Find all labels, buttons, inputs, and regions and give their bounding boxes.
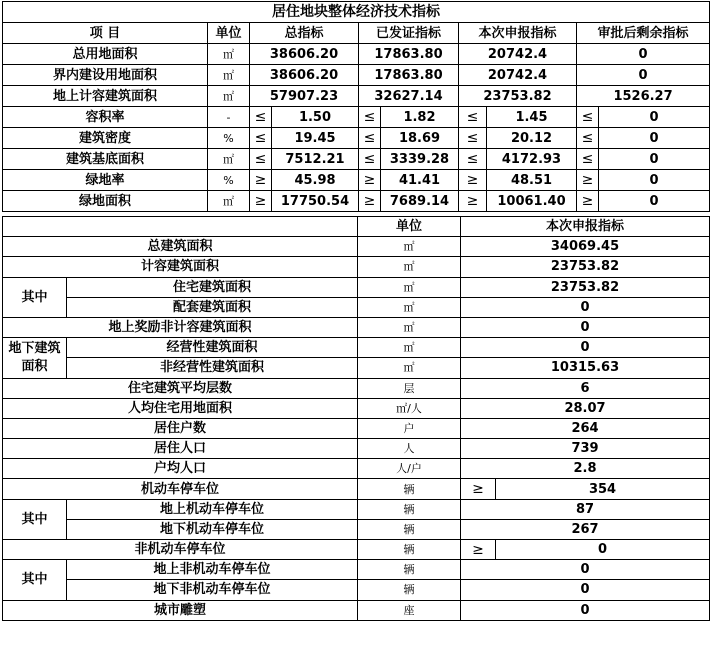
detail-header-unit: 单位	[358, 217, 461, 237]
current-comparator: ≥	[459, 170, 487, 191]
row-label: 居住人口	[3, 439, 358, 459]
issued-value: 7689.14	[381, 191, 459, 212]
row-unit: ㎡	[208, 65, 250, 86]
current-value: 4172.93	[487, 149, 577, 170]
row-value: 34069.45	[461, 237, 710, 257]
row-label: 住宅建筑平均层数	[3, 378, 358, 398]
current-comparator: ≤	[459, 107, 487, 128]
issued-comparator: ≤	[359, 128, 381, 149]
row-value: 0	[461, 317, 710, 337]
total-comparator: ≤	[250, 128, 272, 149]
row-value: 0	[461, 580, 710, 600]
row-label: 配套建筑面积	[67, 297, 358, 317]
detail-row	[3, 479, 710, 499]
remaining-comparator: ≤	[577, 149, 599, 170]
remaining-comparator: ≤	[577, 107, 599, 128]
current-value: 10061.40	[487, 191, 577, 212]
issued-comparator: ≤	[359, 107, 381, 128]
row-unit: ㎡	[358, 237, 461, 257]
row-unit: ㎡	[358, 317, 461, 337]
summary-row	[3, 107, 710, 128]
row-label: 地上奖励非计容建筑面积	[3, 317, 358, 337]
title-row	[3, 2, 710, 23]
group-label: 其中	[3, 277, 67, 317]
detail-header-blank	[3, 217, 358, 237]
issued-comparator: ≥	[359, 191, 381, 212]
row-unit: ㎡/人	[358, 398, 461, 418]
detail-row	[3, 297, 710, 317]
current-value: 23753.82	[459, 86, 577, 107]
current-value: 1.45	[487, 107, 577, 128]
row-value: 0	[461, 560, 710, 580]
current-comparator: ≤	[459, 128, 487, 149]
header-current: 本次申报指标	[459, 23, 577, 44]
detail-row	[3, 560, 710, 580]
row-label: 地下机动车停车位	[67, 519, 358, 539]
row-value: 739	[461, 439, 710, 459]
row-comparator: ≥	[461, 540, 496, 560]
total-comparator: ≤	[250, 149, 272, 170]
detail-row	[3, 499, 710, 519]
group-label: 地下建筑面积	[3, 338, 67, 378]
row-unit: 层	[358, 378, 461, 398]
row-unit: 辆	[358, 479, 461, 499]
row-label: 绿地面积	[3, 191, 208, 212]
row-unit: 座	[358, 600, 461, 620]
header-row	[3, 23, 710, 44]
row-value: 354	[496, 479, 710, 499]
issued-value: 17863.80	[359, 65, 459, 86]
row-value: 0	[461, 297, 710, 317]
issued-value: 32627.14	[359, 86, 459, 107]
remaining-comparator: ≥	[577, 170, 599, 191]
total-value: 45.98	[272, 170, 359, 191]
header-unit: 单位	[208, 23, 250, 44]
issued-value: 1.82	[381, 107, 459, 128]
row-value: 28.07	[461, 398, 710, 418]
total-value: 17750.54	[272, 191, 359, 212]
total-comparator: ≥	[250, 191, 272, 212]
row-value: 6	[461, 378, 710, 398]
current-value: 20742.4	[459, 65, 577, 86]
row-label: 城市雕塑	[3, 600, 358, 620]
row-label: 容积率	[3, 107, 208, 128]
summary-row	[3, 149, 710, 170]
table-title: 居住地块整体经济技术指标	[3, 2, 710, 23]
issued-value: 17863.80	[359, 44, 459, 65]
issued-value: 41.41	[381, 170, 459, 191]
row-unit: ㎡	[358, 358, 461, 378]
remaining-comparator: ≥	[577, 191, 599, 212]
row-unit: 人	[358, 439, 461, 459]
row-value: 10315.63	[461, 358, 710, 378]
remaining-value: 0	[599, 128, 710, 149]
summary-row	[3, 86, 710, 107]
total-value: 38606.20	[250, 65, 359, 86]
issued-value: 3339.28	[381, 149, 459, 170]
row-label: 界内建设用地面积	[3, 65, 208, 86]
row-label: 非机动车停车位	[3, 540, 358, 560]
current-value: 48.51	[487, 170, 577, 191]
row-value: 23753.82	[461, 277, 710, 297]
total-value: 57907.23	[250, 86, 359, 107]
remaining-value: 0	[599, 191, 710, 212]
summary-row	[3, 65, 710, 86]
detail-table	[2, 216, 710, 621]
row-label: 建筑基底面积	[3, 149, 208, 170]
detail-row	[3, 237, 710, 257]
row-label: 地上非机动车停车位	[67, 560, 358, 580]
row-unit: ㎡	[208, 149, 250, 170]
row-unit: ㎡	[208, 44, 250, 65]
detail-row	[3, 317, 710, 337]
row-value: 0	[461, 600, 710, 620]
row-unit: %	[208, 170, 250, 191]
row-unit: ㎡	[208, 86, 250, 107]
current-value: 20.12	[487, 128, 577, 149]
row-value: 267	[461, 519, 710, 539]
detail-row	[3, 439, 710, 459]
current-value: 20742.4	[459, 44, 577, 65]
detail-row	[3, 338, 710, 358]
row-unit: -	[208, 107, 250, 128]
row-value: 0	[461, 338, 710, 358]
detail-row	[3, 257, 710, 277]
total-value: 1.50	[272, 107, 359, 128]
detail-row	[3, 519, 710, 539]
remaining-value: 0	[599, 149, 710, 170]
current-comparator: ≥	[459, 191, 487, 212]
summary-table	[2, 1, 710, 212]
remaining-value: 0	[577, 65, 710, 86]
remaining-value: 0	[599, 170, 710, 191]
group-label: 其中	[3, 499, 67, 539]
header-issued: 已发证指标	[359, 23, 459, 44]
row-unit: 人/户	[358, 459, 461, 479]
detail-row	[3, 540, 710, 560]
row-unit: ㎡	[208, 191, 250, 212]
row-label: 总建筑面积	[3, 237, 358, 257]
header-item: 项 目	[3, 23, 208, 44]
summary-row	[3, 44, 710, 65]
issued-comparator: ≤	[359, 149, 381, 170]
row-unit: ㎡	[358, 257, 461, 277]
header-remaining: 审批后剩余指标	[577, 23, 710, 44]
remaining-value: 0	[577, 44, 710, 65]
remaining-value: 1526.27	[577, 86, 710, 107]
row-unit: 辆	[358, 499, 461, 519]
row-label: 经营性建筑面积	[67, 338, 358, 358]
row-label: 地下非机动车停车位	[67, 580, 358, 600]
row-label: 机动车停车位	[3, 479, 358, 499]
issued-comparator: ≥	[359, 170, 381, 191]
detail-row	[3, 580, 710, 600]
row-label: 户均人口	[3, 459, 358, 479]
remaining-comparator: ≤	[577, 128, 599, 149]
row-unit: 辆	[358, 519, 461, 539]
header-total: 总指标	[250, 23, 359, 44]
row-label: 非经营性建筑面积	[67, 358, 358, 378]
row-value: 23753.82	[461, 257, 710, 277]
summary-row	[3, 170, 710, 191]
row-comparator: ≥	[461, 479, 496, 499]
total-value: 38606.20	[250, 44, 359, 65]
summary-row	[3, 128, 710, 149]
row-unit: 辆	[358, 560, 461, 580]
detail-row	[3, 418, 710, 438]
row-label: 居住户数	[3, 418, 358, 438]
row-label: 住宅建筑面积	[67, 277, 358, 297]
detail-header-row	[3, 217, 710, 237]
total-comparator: ≤	[250, 107, 272, 128]
detail-row	[3, 378, 710, 398]
row-unit: ㎡	[358, 338, 461, 358]
row-label: 总用地面积	[3, 44, 208, 65]
row-value: 2.8	[461, 459, 710, 479]
row-unit: %	[208, 128, 250, 149]
issued-value: 18.69	[381, 128, 459, 149]
summary-row	[3, 191, 710, 212]
row-value: 87	[461, 499, 710, 519]
detail-row	[3, 459, 710, 479]
row-label: 绿地率	[3, 170, 208, 191]
detail-row	[3, 600, 710, 620]
group-label: 其中	[3, 560, 67, 600]
row-unit: 辆	[358, 540, 461, 560]
detail-row	[3, 358, 710, 378]
total-comparator: ≥	[250, 170, 272, 191]
current-comparator: ≤	[459, 149, 487, 170]
row-label: 人均住宅用地面积	[3, 398, 358, 418]
row-label: 地上机动车停车位	[67, 499, 358, 519]
row-value: 264	[461, 418, 710, 438]
detail-row	[3, 398, 710, 418]
row-unit: 辆	[358, 580, 461, 600]
remaining-value: 0	[599, 107, 710, 128]
row-label: 建筑密度	[3, 128, 208, 149]
row-label: 计容建筑面积	[3, 257, 358, 277]
detail-row	[3, 277, 710, 297]
row-unit: ㎡	[358, 297, 461, 317]
row-value: 0	[496, 540, 710, 560]
row-unit: ㎡	[358, 277, 461, 297]
detail-header-value: 本次申报指标	[461, 217, 710, 237]
row-unit: 户	[358, 418, 461, 438]
total-value: 7512.21	[272, 149, 359, 170]
total-value: 19.45	[272, 128, 359, 149]
row-label: 地上计容建筑面积	[3, 86, 208, 107]
